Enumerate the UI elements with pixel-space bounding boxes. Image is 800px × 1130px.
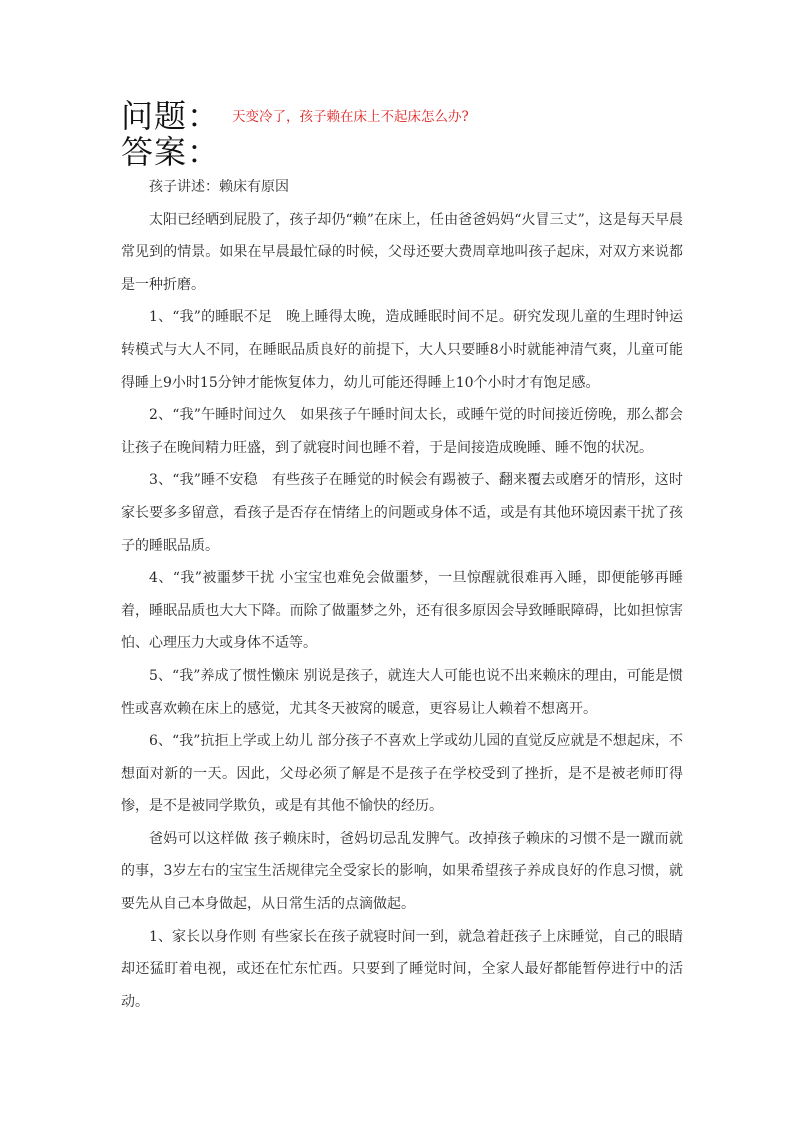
answer-paragraph: 6、“我”抗拒上学或上幼儿 部分孩子不喜欢上学或幼儿园的直觉反应就是不想起床，不想面对新的一天。因此，父母必须了解是不是孩子在学校受到了挫折，是不是被老师盯得惨，是不是被同学欺负，或是有其他不愉快的经历。 (121, 733, 683, 815)
question-label: 问题： (121, 97, 221, 135)
answer-subtitle: 孩子讲述：赖床有原因 (149, 179, 289, 195)
answer-paragraph: 1、“我”的睡眠不足 晚上睡得太晚，造成睡眠时间不足。研究发现儿童的生理时钟运转模式与大人不同，在睡眠品质良好的前提下，大人只要睡8小时就能神清气爽，儿童可能得睡上9小时15分钟才能恢复体力，幼儿可能还得睡上10个小时才有饱足感。 (121, 309, 683, 391)
answer-paragraph: 5、“我”养成了惯性懒床 别说是孩子，就连大人可能也说不出来赖床的理由，可能是惯性或喜欢赖在床上的感觉，尤其冬天被窝的暖意，更容易让人赖着不想离开。 (121, 667, 683, 717)
answer-paragraph: 3、“我”睡不安稳 有些孩子在睡觉的时候会有踢被子、翻来覆去或磨牙的情形，这时家长要多多留意，看孩子是否存在情绪上的问题或身体不适，或是有其他环境因素干扰了孩子的睡眠品质。 (121, 472, 683, 554)
answer-paragraph: 2、“我”午睡时间过久 如果孩子午睡时间太长，或睡午觉的时间接近傍晚，那么都会让孩子在晚间精力旺盛，到了就寝时间也睡不着，于是间接造成晚睡、睡不饱的状况。 (121, 407, 683, 456)
answer-paragraph: 太阳已经晒到屁股了，孩子却仍“赖”在床上，任由爸爸妈妈“火冒三丈”，这是每天早晨常见到的情景。如果在早晨最忙碌的时候，父母还要大费周章地叫孩子起床，对双方来说都是一种折磨。 (121, 211, 683, 293)
answer-paragraph: 爸妈可以这样做 孩子赖床时，爸妈切忌乱发脾气。改掉孩子赖床的习惯不是一蹴而就的事，3岁左右的宝宝生活规律完全受家长的影响，如果希望孩子养成良好的作息习惯，就要先从自己本身做起，从日常生活的点滴做起。 (121, 830, 683, 913)
answer-paragraph: 4、“我”被噩梦干扰 小宝宝也难免会做噩梦，一旦惊醒就很难再入睡，即便能够再睡着，睡眠品质也大大下降。而除了做噩梦之外，还有很多原因会导致睡眠障碍，比如担惊害怕、心理压力大或身体不适等。 (121, 570, 683, 652)
answer-paragraph: 1、家长以身作则 有些家长在孩子就寝时间一到，就急着赶孩子上床睡觉，自己的眼睛却还猛盯着电视，或还在忙东忙西。只要到了睡觉时间，全家人最好都能暂停进行中的活动。 (121, 928, 683, 1010)
question-text: 天变冷了，孩子赖在床上不起床怎么办? (232, 109, 469, 125)
answer-line (121, 132, 220, 176)
answer-body (121, 171, 683, 1018)
answer-label: 答案： (121, 133, 221, 171)
